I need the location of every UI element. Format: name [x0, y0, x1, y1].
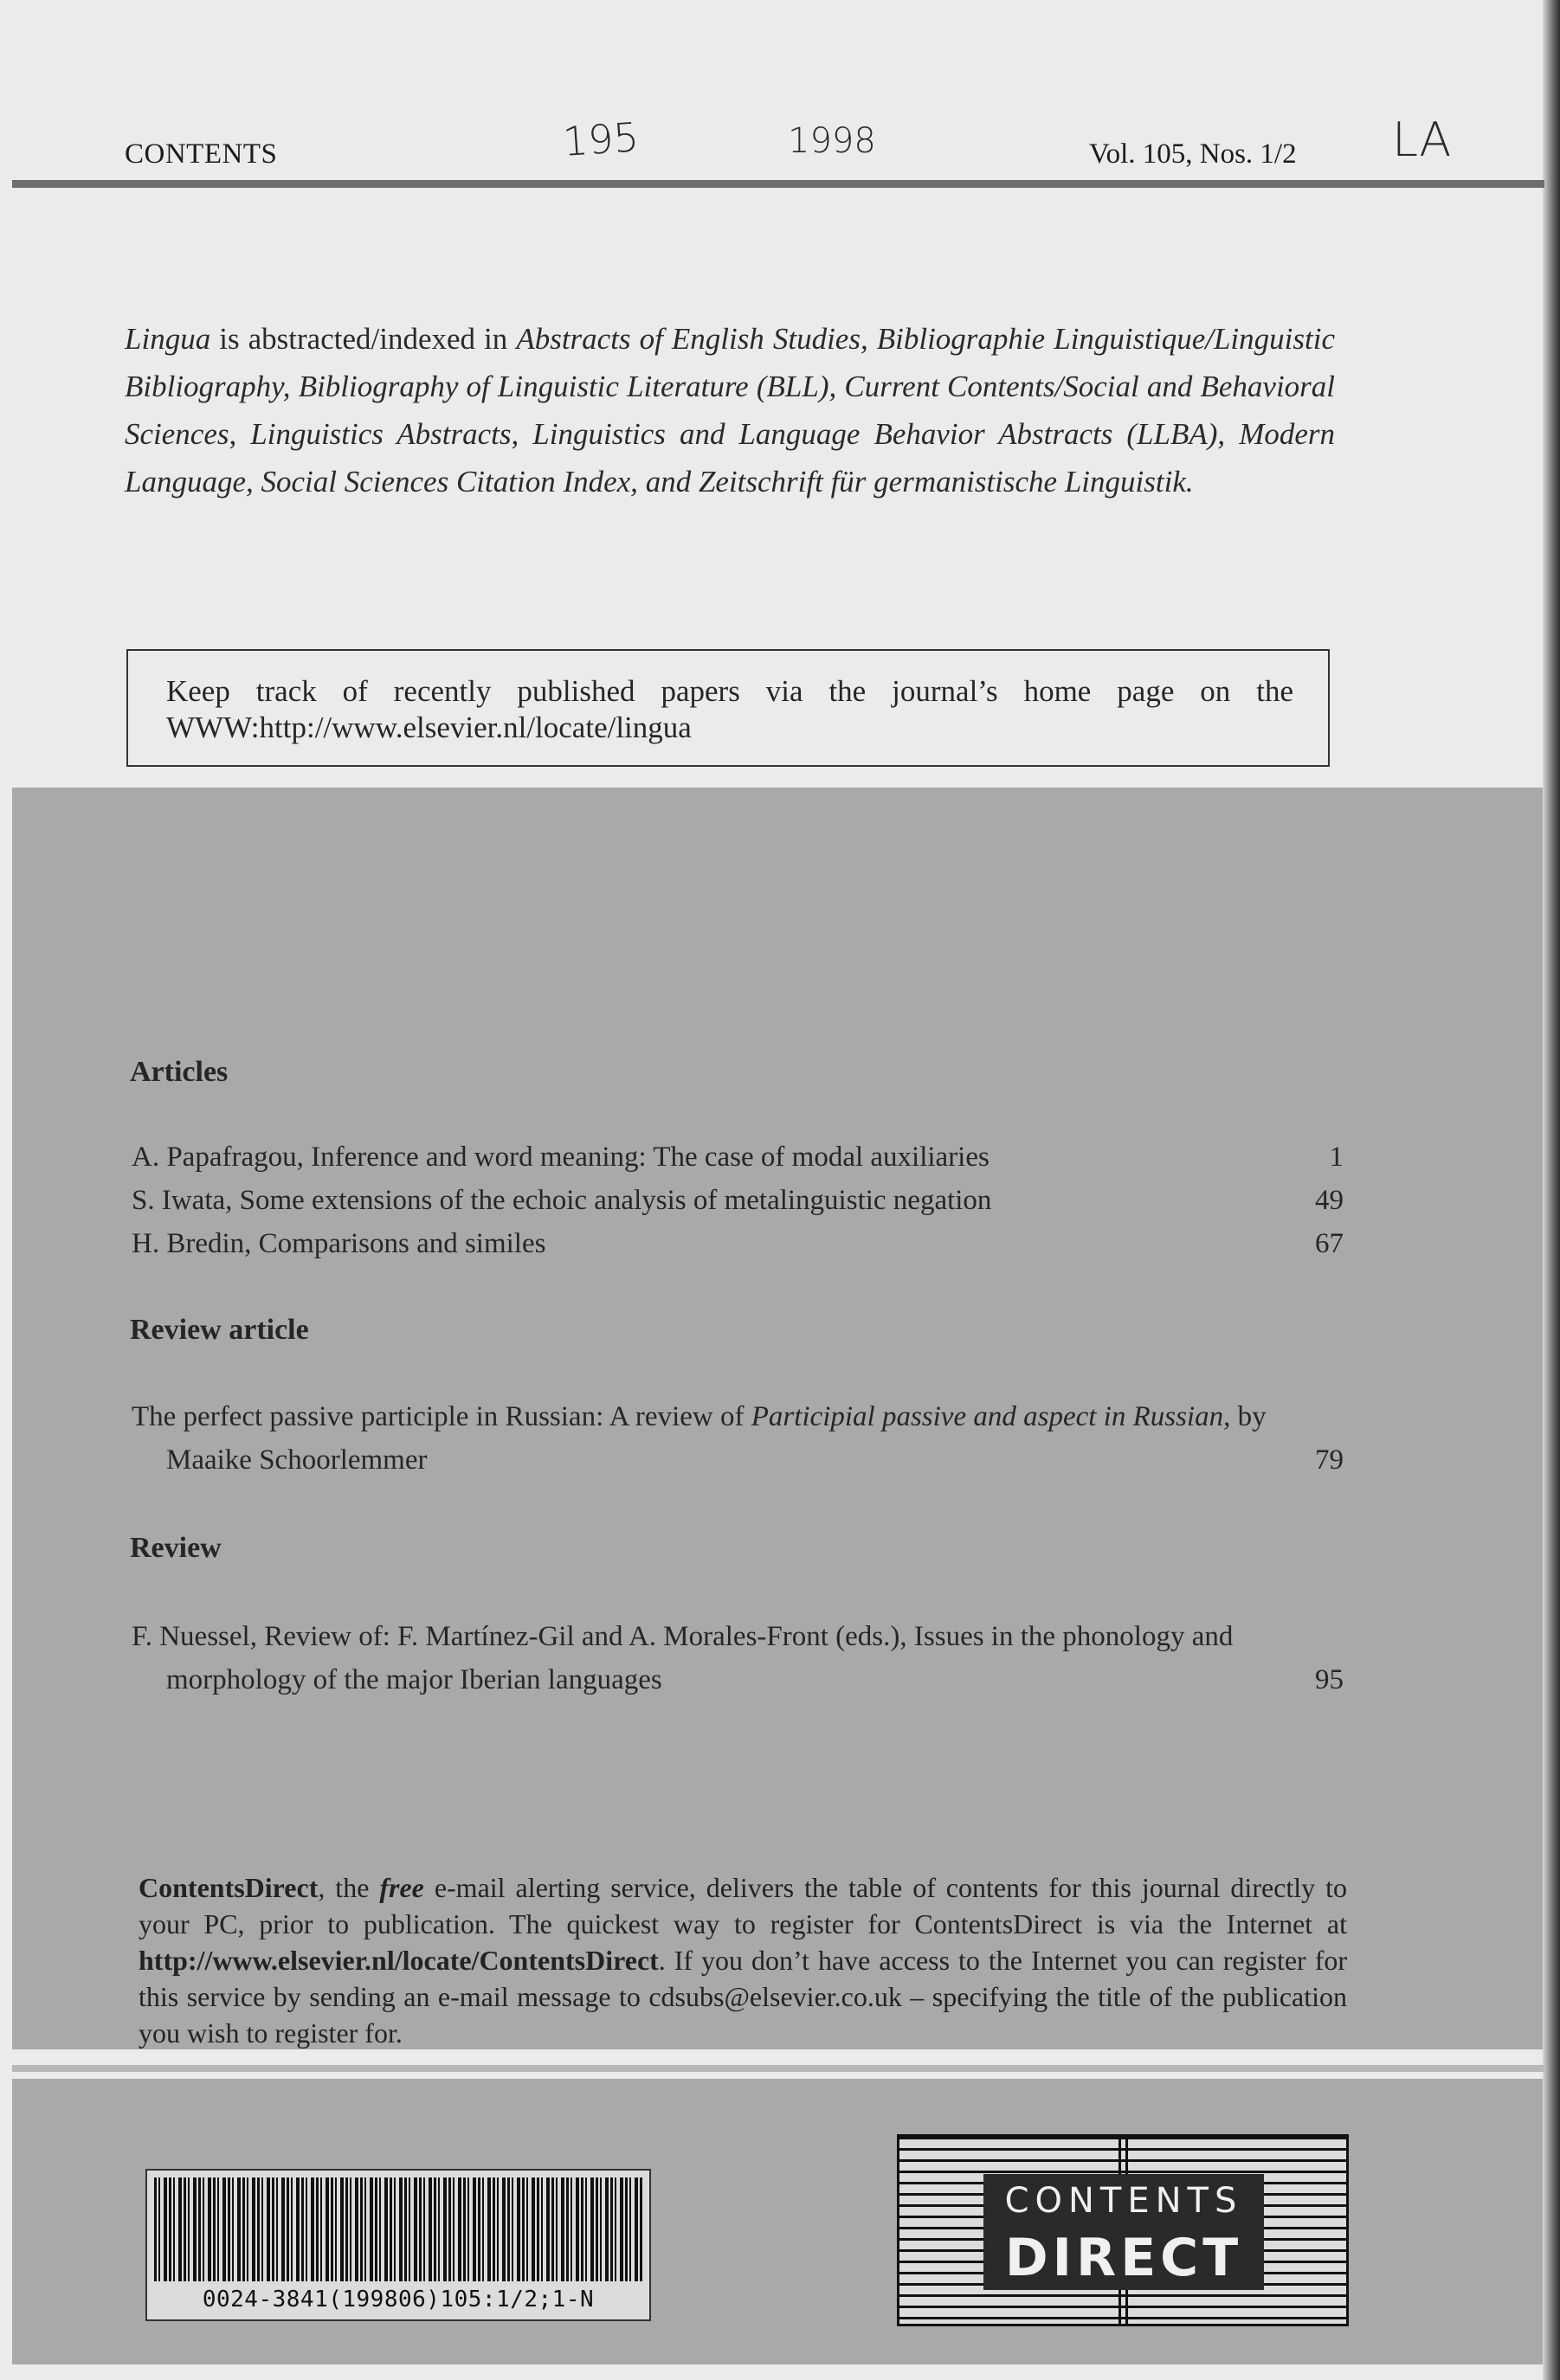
- page-number: 95: [1315, 1664, 1344, 1695]
- contentsdirect-url: http://www.elsevier.nl/locate/ContentsDirect: [139, 1945, 659, 1976]
- article-title: H. Bredin, Comparisons and similes: [132, 1228, 546, 1259]
- abstract-part: Lingua: [125, 322, 211, 356]
- abstract-part: Zeitschrift für germanistische Linguistik.: [698, 465, 1194, 499]
- logo-bottom-text: DIRECT: [1004, 2228, 1243, 2288]
- page-number: 49: [1315, 1185, 1344, 1216]
- logo-plate: [983, 2174, 1264, 2290]
- contents-heading: CONTENTS: [125, 138, 278, 170]
- review-title: F. Nuessel, Review of: F. Martínez-Gil and A. Morales-Front (eds.), Issues in the phonology and morphology of the major Iberian languages: [132, 1621, 1234, 1695]
- logo-top-text: CONTENTS: [1004, 2181, 1243, 2221]
- review-entry: [132, 1615, 1344, 1701]
- page-number: 67: [1315, 1228, 1344, 1259]
- lower-rule: [12, 2065, 1544, 2072]
- barcode: [145, 2169, 651, 2321]
- indexing-statement: [125, 315, 1335, 505]
- review-heading: Review: [130, 1532, 222, 1564]
- article-entry: [132, 1222, 1344, 1265]
- article-title: S. Iwata, Some extensions of the echoic analysis of metalinguistic negation: [132, 1185, 992, 1216]
- article-title: A. Papafragou, Inference and word meaning: The case of modal auxiliaries: [132, 1142, 990, 1173]
- review-article-text: The perfect passive participle in Russian: A review of: [132, 1401, 751, 1432]
- page-number: 79: [1315, 1444, 1344, 1476]
- volume-label: Vol. 105, Nos. 1/2: [1089, 138, 1297, 170]
- review-article-title: [132, 1395, 1292, 1482]
- abstract-part: Bibliography of Linguistic Literature (BLL), Current Contents/Social and Behavioral Sciences, Linguistics Abstracts, Linguistics and Language Behavior Abstracts (LLBA), Modern Language, Social Sciences Citation Index,: [125, 370, 1336, 499]
- article-entry: [132, 1135, 1344, 1179]
- review-article-heading: Review article: [130, 1314, 309, 1346]
- contents-direct-logo: [897, 2134, 1349, 2326]
- barcode-bars: [154, 2177, 642, 2281]
- homepage-notice-box: Keep track of recently published papers via the journal’s home page on the WWW:http://www.elsevier.nl/locate/lingua: [126, 649, 1330, 767]
- blurb-text: , the: [318, 1872, 380, 1903]
- abstract-part: is abstracted/indexed in: [210, 322, 517, 356]
- review-article-book: Participial passive and aspect in Russian: [751, 1401, 1224, 1432]
- header-rule: [12, 180, 1544, 188]
- handwritten-note-2: 1998: [788, 121, 876, 161]
- blurb-text: . If you don’t have access to the Internet you can register for this service by sending an e-mail message to cdsubs@elsevier.co.uk – specifying the title of the publication you wish to register for.: [139, 1945, 1347, 2049]
- review-article-entry: [132, 1395, 1344, 1482]
- contentsdirect-brand: ContentsDirect: [139, 1872, 319, 1903]
- articles-heading: Articles: [130, 1056, 229, 1088]
- blurb-text: e-mail alerting service, delivers the table of contents for this journal directly to your PC, prior to publication. The quickest way to register for ContentsDirect is via the Internet at: [139, 1872, 1348, 1939]
- handwritten-note-3: LA: [1392, 113, 1452, 167]
- binding-edge: [1543, 0, 1560, 2380]
- abstract-part: Abstracts of English Studies, Bibliographie Linguistique/Linguistic Bibliography,: [125, 322, 1335, 403]
- article-entry: [132, 1179, 1344, 1222]
- review-article-author: , by Maaike Schoorlemmer: [166, 1401, 1267, 1476]
- barcode-number: 0024-3841(199806)105:1/2;1-N: [202, 2287, 595, 2312]
- page-number: 1: [1329, 1142, 1344, 1173]
- handwritten-note-1: 195: [561, 113, 641, 165]
- abstract-part: and: [637, 465, 699, 499]
- abstract-part: [291, 370, 299, 403]
- blurb-free: free: [379, 1872, 424, 1903]
- contentsdirect-blurb: [139, 1869, 1347, 2051]
